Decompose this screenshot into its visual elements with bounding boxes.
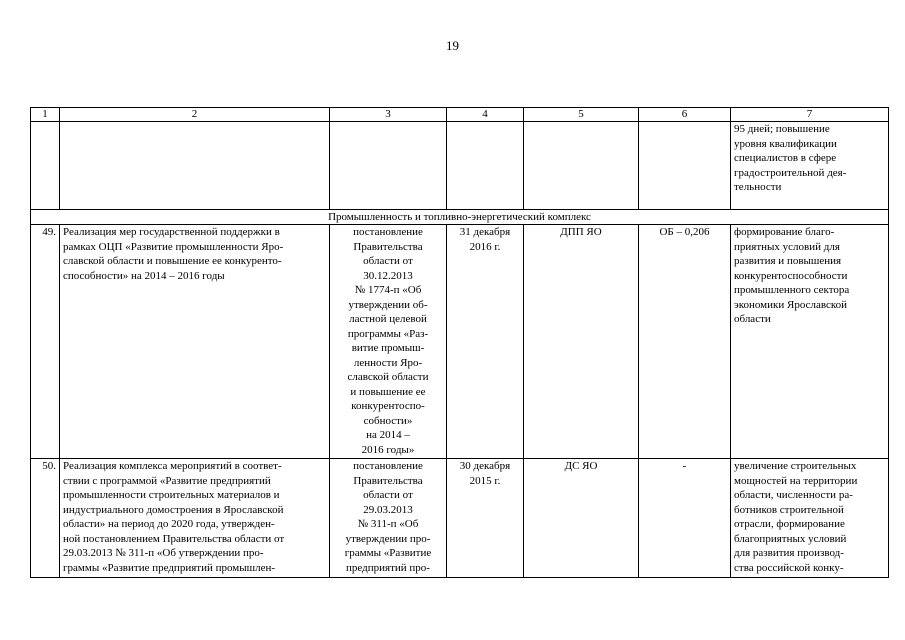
executor-cell: ДПП ЯО: [524, 225, 639, 459]
column-number: 5: [524, 108, 639, 122]
measure-cell: Реализация мер государственной поддержки в рамках ОЦП «Развитие промышленности Яро- славской области и повышение ее конкуренто- способности» на 2014 – 2016 годы: [60, 225, 330, 459]
funding-cell: -: [639, 459, 731, 578]
row-number: 50.: [31, 459, 60, 578]
table-row: [31, 459, 889, 578]
basis-cell: постановление Правительства области от 29.03.2013 № 311-п «Об утверждении про- граммы «Развитие предприятий про-: [330, 459, 447, 578]
result-cell: формирование благо- приятных условий для развития и повышения конкурентоспособности промышленного сектора экономики Ярославской области: [731, 225, 889, 459]
table-row: [31, 225, 889, 459]
column-number: 4: [447, 108, 524, 122]
page-number: 19: [446, 38, 459, 53]
section-header-row: [31, 210, 889, 225]
measure-cell: Реализация комплекса мероприятий в соответ- ствии с программой «Развитие предприятий промышленности строительных материалов и индустриального домостроения в Ярославской области» на период до 2020 года, утвержден- ной постановлением Правительства области от 29.03.2013 № 311-п «Об утверждении про- граммы «Развитие предприятий промышлен-: [60, 459, 330, 578]
result-cell: увеличение строительных мощностей на территории области, численности ра- ботников строительной отрасли, формирование благоприятных условий для развития производ- ства российской конку-: [731, 459, 889, 578]
column-number: 7: [731, 108, 889, 122]
executor-cell: ДС ЯО: [524, 459, 639, 578]
column-number: 6: [639, 108, 731, 122]
column-number: 2: [60, 108, 330, 122]
result-cell: 95 дней; повышение уровня квалификации специалистов в сфере градостроительной дея- тельности: [731, 122, 889, 210]
funding-cell: ОБ – 0,206: [639, 225, 731, 459]
measures-table: [30, 107, 889, 578]
section-title: Промышленность и топливно-энергетический комплекс: [31, 210, 889, 225]
column-number: 3: [330, 108, 447, 122]
column-number: 1: [31, 108, 60, 122]
row-number: 49.: [31, 225, 60, 459]
basis-cell: постановление Правительства области от 30.12.2013 № 1774-п «Об утверждении об- ластной целевой программы «Раз- витие промыш- ленности Яро- славской области и повышение ее конкурентоспо- собности» на 2014 – 2016 годы»: [330, 225, 447, 459]
column-numbers-row: [31, 108, 889, 122]
continuation-row: [31, 122, 889, 210]
deadline-cell: 31 декабря 2016 г.: [447, 225, 524, 459]
deadline-cell: 30 декабря 2015 г.: [447, 459, 524, 578]
